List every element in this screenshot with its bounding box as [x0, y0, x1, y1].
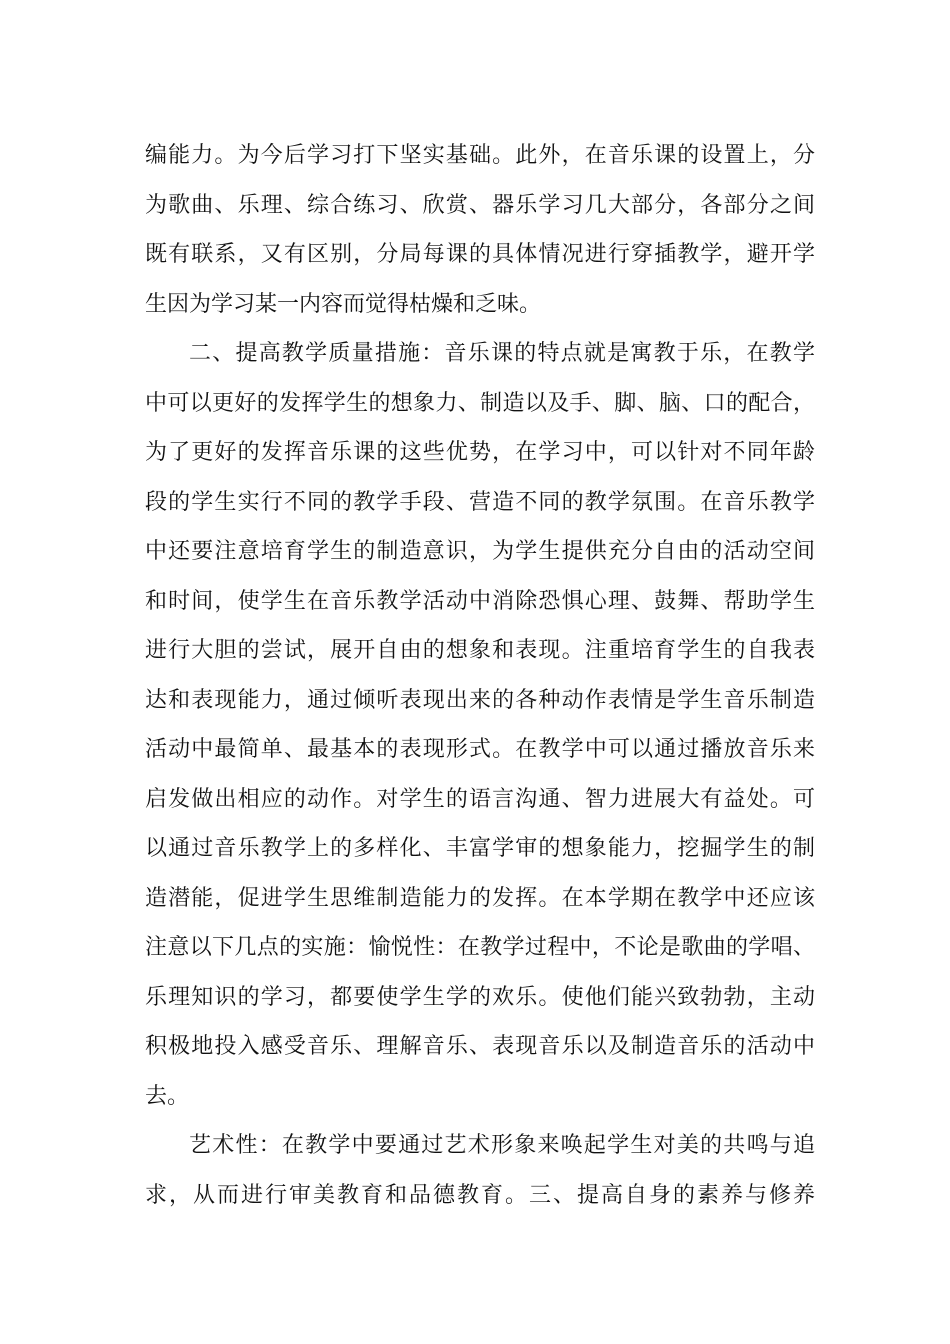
text-line: 积极地投入感受音乐、理解音乐、表现音乐以及制造音乐的活动中	[145, 1034, 815, 1059]
text-line: 启发做出相应的动作。对学生的语言沟通、智力进展大有益处。可	[145, 786, 815, 812]
document-body	[145, 131, 815, 1220]
text-line: 艺术性：在教学中要通过艺术形象来唤起学生对美的共鸣与追	[189, 1133, 815, 1158]
text-line: 既有联系，又有区别，分局每课的具体情况进行穿插教学，避开学	[145, 242, 815, 267]
text-line: 求，从而进行审美教育和品德教育。三、提高自身的素养与修养	[145, 1182, 815, 1208]
text-line: 活动中最简单、最基本的表现形式。在教学中可以通过播放音乐来	[145, 737, 815, 762]
text-line: 进行大胆的尝试，展开自由的想象和表现。注重培育学生的自我表	[145, 638, 815, 663]
text-line: 编能力。为今后学习打下坚实基础。此外，在音乐课的设置上，分	[145, 143, 815, 168]
text-line: 以通过音乐教学上的多样化、丰富学审的想象能力，挖掘学生的制	[145, 836, 815, 861]
text-line: 中可以更好的发挥学生的想象力、制造以及手、脚、脑、口的配合，	[145, 390, 815, 416]
text-line: 造潜能，促进学生思维制造能力的发挥。在本学期在教学中还应该	[145, 885, 815, 911]
text-line: 段的学生实行不同的教学手段、营造不同的教学氛围。在音乐教学	[145, 489, 815, 515]
text-line: 达和表现能力，通过倾听表现出来的各种动作表情是学生音乐制造	[145, 687, 815, 713]
text-line: 为了更好的发挥音乐课的这些优势，在学习中，可以针对不同年龄	[145, 440, 815, 465]
text-line: 乐理知识的学习，都要使学生学的欢乐。使他们能兴致勃勃，主动	[145, 984, 815, 1010]
text-line: 注意以下几点的实施：愉悦性：在教学过程中，不论是歌曲的学唱、	[145, 935, 815, 960]
text-line: 为歌曲、乐理、综合练习、欣赏、器乐学习几大部分，各部分之间	[145, 192, 815, 218]
text-line: 去。	[145, 1083, 190, 1109]
text-line: 和时间，使学生在音乐教学活动中消除恐惧心理、鼓舞、帮助学生	[145, 588, 815, 614]
text-line: 二、提高教学质量措施：音乐课的特点就是寓教于乐，在教学	[189, 341, 815, 366]
text-line: 中还要注意培育学生的制造意识，为学生提供充分自由的活动空间	[145, 539, 815, 564]
text-line: 生因为学习某一内容而觉得枯燥和乏味。	[145, 291, 542, 317]
